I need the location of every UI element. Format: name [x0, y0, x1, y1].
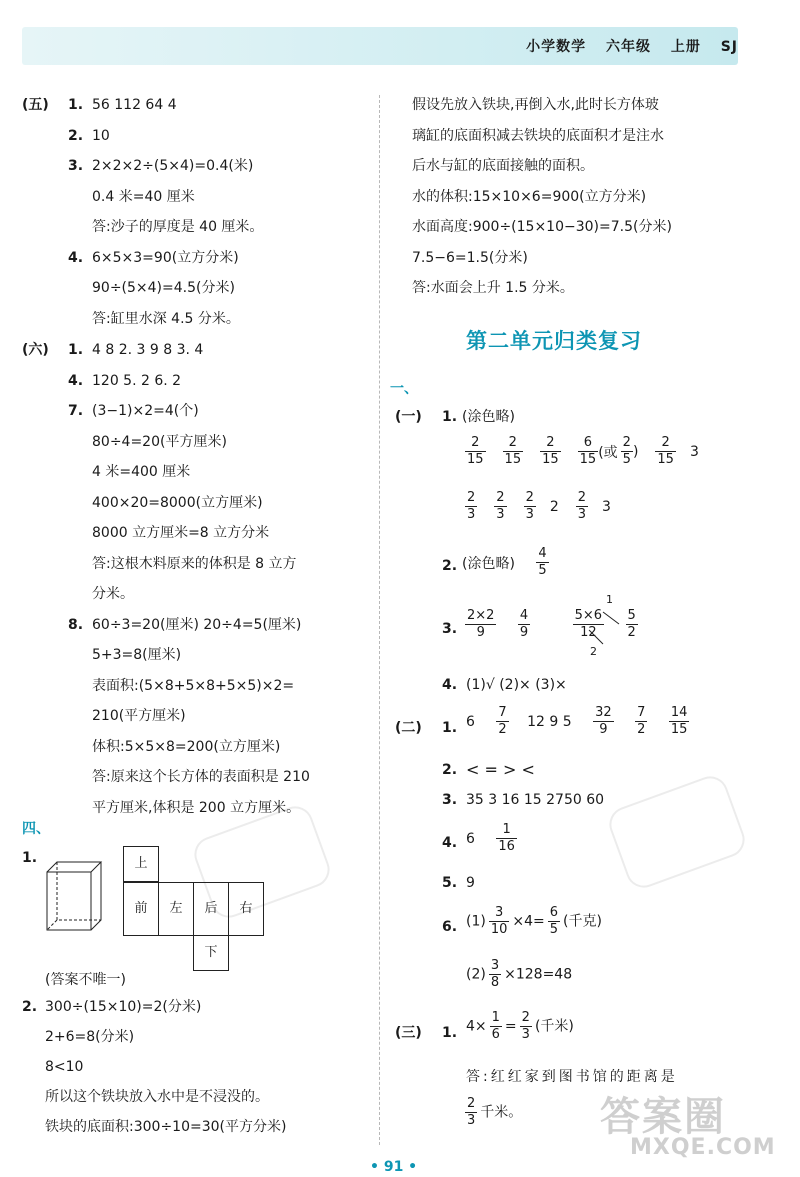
p2-q1-b: 12 9 5 [527, 713, 572, 730]
header-subject: 小学数学 [526, 39, 587, 55]
p1-q4-text: (1)√ (2)× (3)× [466, 677, 567, 693]
p3-q1-unit: (千米) [534, 1018, 574, 1035]
denominator: 15 [670, 722, 688, 737]
numerator: 7 [498, 705, 507, 720]
section-4-label: 四、 [22, 821, 50, 837]
row1-or-fraction [621, 435, 633, 468]
numerator: 2 [521, 1010, 530, 1025]
s5-line: 2×2×2÷(5×4)=0.4(米) [92, 158, 254, 174]
q2-line: 300÷(15×10)=2(分米) [45, 999, 202, 1015]
p1-q3-number: 3. [442, 621, 458, 637]
p1-q1-row2 [462, 490, 625, 523]
unit-title: 第二单元归类复习 [466, 329, 642, 353]
p3-q1-fraction-1 [490, 1010, 502, 1043]
denominator: 3 [577, 507, 587, 522]
p2-q6-mid: ×4= [512, 913, 545, 930]
column-divider [379, 95, 380, 1145]
p1-q3-fraction-1 [465, 608, 496, 641]
p3-q1-fraction-2 [520, 1010, 532, 1043]
numerator: 1 [496, 822, 517, 839]
p1-q1-number: 1. [442, 409, 458, 425]
watermark-url: MXQE.COM [630, 1135, 776, 1160]
p2-q1-fraction-4 [669, 705, 690, 738]
p1-q3-cancel-strokes [585, 608, 625, 648]
numerator: 5 [627, 608, 636, 623]
s6-line: 分米。 [92, 586, 134, 602]
p2-q6-fraction-2 [548, 905, 560, 938]
p1-q3-fraction-2 [518, 608, 530, 641]
s6-line: 400×20=8000(立方厘米) [92, 494, 263, 511]
net-front: 前 [123, 882, 159, 936]
part-1-label: (一) [395, 409, 422, 425]
p3-q1-eq: = [504, 1018, 517, 1035]
cuboid-front-face [47, 872, 91, 930]
p2-q4-fraction [496, 822, 517, 855]
net-right: 右 [228, 882, 264, 936]
numerator: 2×2 [467, 608, 495, 623]
denominator: 8 [490, 975, 500, 990]
denominator: 15 [657, 452, 674, 467]
p2-q1-fraction-1 [496, 705, 508, 738]
page-number: • 91 • [370, 1159, 418, 1175]
s6-line: 4 米=400 厘米 [92, 464, 191, 480]
row2-fraction [576, 490, 588, 523]
p2-q1-fraction-2 [593, 705, 614, 738]
s6-number: 4. [68, 372, 84, 389]
numerator: 2 [655, 435, 676, 452]
p2-q3-text: 35 3 16 15 2750 60 [466, 792, 605, 808]
numerator: 1 [491, 1010, 500, 1025]
denominator: 3 [525, 507, 534, 522]
p1-q2-fraction [536, 546, 548, 579]
answer-not-unique-note: (答案不唯一) [45, 972, 126, 988]
p2-q6-fraction-3 [489, 958, 501, 991]
denominator: 5 [622, 452, 631, 467]
part-3-label: (三) [395, 1025, 422, 1041]
p3-answer-text: 答:红红家到图书馆的距离是 [466, 1069, 678, 1085]
s6-line: 答:这根木料原来的体积是 8 立方 [92, 555, 297, 572]
p1-q3-fraction-4 [626, 608, 638, 641]
denominator: 15 [504, 452, 522, 467]
cuboid-top-edge [47, 862, 101, 872]
numerator: 5×6 [574, 608, 603, 623]
p1-q2-text: (涂色略) [462, 555, 515, 572]
s6-line: 平方厘米,体积是 200 立方厘米。 [92, 799, 301, 816]
denominator: 3 [467, 1113, 476, 1128]
header-edition: SJ [720, 39, 738, 55]
p3-q1-line [466, 1010, 574, 1043]
numerator: 6 [549, 905, 559, 920]
row2-mid: 2 [549, 498, 559, 515]
rtop-line: 假设先放入铁块,再倒入水,此时长方体玻 [412, 97, 659, 113]
row1-fraction [540, 435, 561, 468]
numerator: 2 [525, 490, 534, 505]
denominator: 15 [542, 452, 559, 467]
q2-line: 8<10 [45, 1059, 84, 1075]
p2-q4-a: 6 [466, 830, 475, 847]
row1-close: ) [632, 443, 639, 460]
denominator: 15 [579, 452, 597, 467]
p1-q2-number: 2. [442, 558, 458, 574]
p2-q6-line-2 [466, 958, 572, 991]
numerator: 2 [467, 490, 476, 505]
p2-q4-number: 4. [442, 835, 458, 851]
denominator: 3 [467, 507, 476, 522]
denominator: 12 [580, 625, 597, 640]
rtop-line: 答:水面会上升 1.5 分米。 [412, 280, 574, 296]
q4-2-number: 2. [22, 999, 38, 1015]
cancel-stroke-top [603, 612, 619, 624]
numerator: 2 [503, 435, 524, 452]
numerator: 2 [465, 435, 486, 452]
denominator: 5 [549, 922, 559, 937]
header-volume: 上册 [670, 39, 701, 55]
p3-q1-number: 1. [442, 1025, 458, 1041]
denominator: 5 [538, 563, 547, 578]
p2-q6-unit: (千克) [563, 913, 602, 930]
row1-or: (或 [598, 444, 618, 461]
s5-number: 4. [68, 249, 84, 266]
numerator: 2 [496, 490, 505, 505]
denominator: 3 [496, 507, 505, 522]
cancel-stroke-bottom [589, 630, 603, 644]
p2-q6-number: 6. [442, 919, 458, 935]
denominator: 2 [498, 722, 507, 737]
s5-line: 6×5×3=90(立方分米) [92, 249, 239, 266]
section-5-label: (五) [22, 97, 49, 113]
numerator: 32 [595, 705, 612, 720]
p2-q5-number: 5. [442, 875, 458, 891]
p2-q6-b-tail: ×128=48 [504, 966, 573, 983]
denominator: 10 [490, 922, 508, 937]
numerator: 2 [622, 435, 631, 450]
p2-q6-b: (2) [466, 966, 486, 983]
numerator: 4 [538, 546, 547, 561]
rtop-line: 后水与缸的底面接触的面积。 [412, 158, 594, 174]
s5-number: 3. [68, 158, 84, 174]
p2-q6-fraction-1 [489, 905, 510, 938]
net-back: 后 [193, 882, 229, 936]
net-top: 上 [123, 846, 159, 882]
rtop-line: 7.5−6=1.5(分米) [412, 249, 528, 266]
row1-last: 3 [689, 443, 699, 460]
s6-number: 7. [68, 403, 84, 419]
s6-line: 答:原来这个长方体的表面积是 210 [92, 769, 310, 785]
denominator: 2 [627, 625, 636, 640]
header-text [512, 36, 738, 56]
numerator: 2 [577, 490, 587, 505]
p2-q4-line [466, 822, 531, 855]
s5-line: 0.4 米=40 厘米 [92, 188, 195, 205]
p3-q1-a: 4× [466, 1018, 487, 1035]
q2-line: 2+6=8(分米) [45, 1029, 135, 1045]
s5-line: 10 [92, 127, 110, 144]
denominator: 9 [476, 625, 485, 640]
numerator: 7 [637, 705, 646, 720]
p1-q4-number: 4. [442, 677, 458, 693]
cuboid-figure [45, 858, 105, 932]
s6-line: 8000 立方厘米=8 立方分米 [92, 525, 270, 541]
numerator: 2 [540, 435, 561, 452]
denominator: 15 [467, 452, 484, 467]
p2-q2-number: 2. [442, 762, 458, 778]
p1-q3-cancel-bottom: 2 [590, 645, 597, 658]
denominator: 9 [519, 625, 529, 640]
p3-answer-fraction [465, 1096, 477, 1129]
denominator: 6 [491, 1027, 500, 1042]
s6-number: 8. [68, 616, 84, 633]
rtop-line: 璃缸的底面积减去铁块的底面积才是注水 [412, 127, 664, 144]
s6-line: 表面积:(5×8+5×8+5×5)×2= [92, 677, 295, 694]
part-2-label: (二) [395, 720, 422, 736]
p2-q6-a: (1) [466, 913, 486, 930]
cuboid-hidden-edges [57, 862, 101, 920]
s6-line: 210(平方厘米) [92, 708, 186, 724]
net-left: 左 [158, 882, 194, 936]
row2-fraction [465, 490, 477, 523]
s5-number: 1. [68, 97, 84, 113]
p1-q2-line [462, 546, 552, 579]
q2-line: 铁块的底面积:300÷10=30(平方分米) [45, 1119, 287, 1135]
numerator: 6 [578, 435, 599, 452]
s6-line: 体积:5×5×8=200(立方厘米) [92, 738, 281, 755]
p3-answer-tail: 千米。 [480, 1104, 523, 1121]
s6-line: (3−1)×2=4(个) [92, 403, 199, 419]
numerator: 2 [467, 1096, 476, 1111]
s5-number: 2. [68, 127, 84, 144]
q2-line: 所以这个铁块放入水中是不浸没的。 [45, 1089, 269, 1105]
row2-fraction [524, 490, 536, 523]
row1-fraction [503, 435, 524, 468]
s6-line: 60÷3=20(厘米) 20÷4=5(厘米) [92, 616, 302, 633]
cuboid-hidden-corner [47, 920, 57, 930]
row1-fraction [578, 435, 599, 468]
p2-q2-text: < = > < [466, 760, 535, 779]
section-6-label: (六) [22, 342, 49, 358]
p2-q5-text: 9 [466, 875, 475, 891]
s5-line: 56 112 64 4 [92, 97, 177, 113]
row2-fraction [494, 490, 506, 523]
denominator: 2 [637, 722, 646, 737]
section-1-label: 一、 [390, 381, 418, 397]
watermark-stamp-right [604, 771, 749, 892]
p3-answer-line-2 [462, 1096, 522, 1129]
p2-q1-line [466, 705, 703, 738]
s6-line: 4 8 2. 3 9 8 3. 4 [92, 342, 204, 358]
numerator: 3 [490, 958, 500, 973]
p2-q1-fraction-3 [635, 705, 647, 738]
numerator: 3 [489, 905, 510, 922]
s6-line: 120 5. 2 6. 2 [92, 372, 182, 389]
denominator: 9 [599, 722, 608, 737]
rtop-line: 水面高度:900÷(15×10−30)=7.5(分米) [412, 219, 672, 235]
s6-number: 1. [68, 342, 84, 358]
p1-q1-row1 [462, 435, 713, 468]
row1-fraction [465, 435, 486, 468]
p2-q6-line-1 [466, 905, 602, 938]
p2-q3-number: 3. [442, 792, 458, 808]
s5-line: 答:沙子的厚度是 40 厘米。 [92, 219, 264, 235]
p2-q1-number: 1. [442, 720, 458, 736]
numerator: 14 [670, 705, 688, 720]
s6-line: 5+3=8(厘米) [92, 647, 182, 663]
rtop-line: 水的体积:15×10×6=900(立方分米) [412, 188, 647, 205]
watermark-logo: 答案圈 [600, 1094, 726, 1140]
s5-line: 90÷(5×4)=4.5(分米) [92, 280, 235, 296]
p1-q3-cancel-top: 1 [606, 593, 613, 606]
s5-line: 答:缸里水深 4.5 分米。 [92, 310, 240, 327]
p1-q1-text: (涂色略) [462, 409, 515, 425]
p2-q1-a: 6 [466, 713, 475, 730]
denominator: 16 [498, 839, 515, 854]
net-bottom: 下 [193, 935, 229, 971]
header-grade: 六年级 [605, 39, 651, 55]
denominator: 3 [521, 1027, 530, 1042]
numerator: 4 [519, 608, 529, 623]
row2-last: 3 [602, 498, 611, 515]
row1-fraction [655, 435, 676, 468]
q4-1-number: 1. [22, 850, 38, 866]
s6-line: 80÷4=20(平方厘米) [92, 433, 227, 450]
